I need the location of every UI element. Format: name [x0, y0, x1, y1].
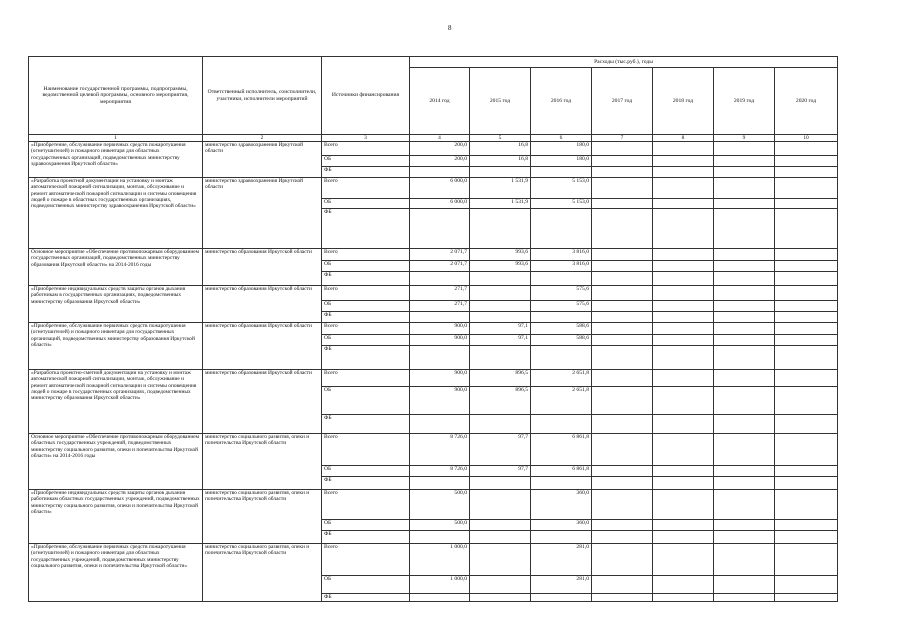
executor-name: министерство социального развития, опеки и попечительства Иркутской области	[203, 544, 322, 602]
expense-value	[653, 531, 714, 544]
measure-name: «Приобретение индивидуальных средств защиты органов дыхания работникам в государственных организациях, подведомственных министерству образования Иркутской области»	[29, 286, 203, 323]
expense-value: 271,7	[410, 301, 470, 312]
expense-value	[714, 323, 775, 335]
expense-value	[653, 178, 714, 199]
expense-value	[653, 156, 714, 167]
table-row	[29, 286, 838, 301]
expense-value: 97,7	[470, 466, 531, 477]
expense-value	[775, 335, 838, 346]
expense-value	[775, 272, 838, 286]
expense-value	[714, 261, 775, 272]
column-number: 5	[470, 135, 531, 142]
expense-value	[714, 286, 775, 301]
funding-source: Всего	[322, 249, 410, 261]
expense-value: 97,1	[470, 323, 531, 335]
expense-value	[775, 466, 838, 477]
funding-source: ОБ	[322, 520, 410, 531]
expense-value	[531, 477, 592, 490]
expense-value	[653, 312, 714, 323]
expense-value: 360,0	[531, 520, 592, 531]
expense-value	[470, 312, 531, 323]
expense-value	[653, 466, 714, 477]
table-body	[29, 142, 838, 602]
expense-value: 8 726,0	[410, 434, 470, 466]
expense-value: 993,6	[470, 261, 531, 272]
expense-value	[775, 520, 838, 531]
expense-value	[470, 544, 531, 576]
expense-value	[653, 199, 714, 209]
expense-value	[592, 434, 653, 466]
executor-name: министерство здравоохранения Иркутской области	[203, 142, 322, 178]
expense-value	[531, 167, 592, 178]
expense-value	[592, 249, 653, 261]
expense-value: 5 153,0	[531, 178, 592, 199]
expense-value	[775, 434, 838, 466]
table-row	[29, 142, 838, 156]
expense-value: 900,0	[410, 323, 470, 335]
expense-value	[653, 249, 714, 261]
expense-value	[592, 156, 653, 167]
expense-value	[714, 142, 775, 156]
funding-source: ФБ	[322, 209, 410, 249]
expense-value: 1 531,9	[470, 199, 531, 209]
expense-value	[410, 415, 470, 434]
expense-value	[470, 594, 531, 602]
column-number: 7	[592, 135, 653, 142]
funding-source: ФБ	[322, 594, 410, 602]
expense-value	[592, 199, 653, 209]
expense-value: 8 726,0	[410, 466, 470, 477]
table-row	[29, 323, 838, 335]
expense-value	[592, 415, 653, 434]
expense-value	[410, 594, 470, 602]
page-number: 8	[448, 24, 452, 32]
column-number-row	[29, 135, 838, 142]
expense-value	[714, 415, 775, 434]
funding-source: ФБ	[322, 415, 410, 434]
expense-value	[775, 531, 838, 544]
expense-value	[714, 477, 775, 490]
expense-value: 360,0	[531, 490, 592, 520]
expense-value	[714, 312, 775, 323]
expense-value	[653, 142, 714, 156]
expense-value	[653, 167, 714, 178]
measure-name: Основное мероприятие «Обеспечение противопожарным оборудованием государственных организаций, подведомственных министерству образования Иркутской области» на 2014-2016 годы	[29, 249, 203, 286]
expense-value	[410, 531, 470, 544]
expense-value	[775, 142, 838, 156]
funding-source: ОБ	[322, 387, 410, 415]
expense-value	[714, 272, 775, 286]
expense-value	[592, 286, 653, 301]
expense-value	[714, 594, 775, 602]
header-year: 2015 год	[470, 68, 531, 135]
expense-value	[714, 156, 775, 167]
executor-name: министерство образования Иркутской области	[203, 249, 322, 286]
expense-value	[470, 286, 531, 301]
expense-value: 500,0	[410, 520, 470, 531]
expense-value: 1 000,0	[410, 576, 470, 594]
measure-name: «Приобретение индивидуальных средств защиты органов дыхания работникам областных государственных учреждений, подведомственных министерству социального развития, опеки и попечительства Иркутской области»	[29, 490, 203, 544]
funding-source: Всего	[322, 142, 410, 156]
expense-value	[592, 323, 653, 335]
expense-value	[653, 286, 714, 301]
expense-value	[775, 286, 838, 301]
expense-value: 281,0	[531, 544, 592, 576]
expense-value: 900,0	[410, 387, 470, 415]
expense-value	[470, 490, 531, 520]
expense-value: 2 071,7	[410, 249, 470, 261]
expense-value	[653, 490, 714, 520]
expense-value: 271,7	[410, 286, 470, 301]
expense-value: 900,0	[410, 335, 470, 346]
expense-value: 180,0	[531, 142, 592, 156]
expense-value	[714, 466, 775, 477]
expense-value	[775, 544, 838, 576]
header-year: 2016 год	[531, 68, 592, 135]
expense-value	[653, 477, 714, 490]
expense-value	[714, 209, 775, 249]
expense-value	[653, 594, 714, 602]
expense-value: 896,5	[470, 387, 531, 415]
measure-name: «Приобретение, обслуживание первичных средств пожаротушения (огнетушителей) и пожарного инвентаря для государственных организаций, подведомственных министерству образования Иркутской области»	[29, 323, 203, 370]
expense-value	[653, 272, 714, 286]
measure-name: «Приобретение, обслуживание первичных средств пожаротушения (огнетушителей) и пожарного инвентаря для областных государственных организаций, подведомственных министерству здравоохранения Иркутской области»	[29, 142, 203, 178]
expense-value	[714, 167, 775, 178]
expense-value: 500,0	[410, 490, 470, 520]
funding-source: ОБ	[322, 199, 410, 209]
expense-value: 281,0	[531, 576, 592, 594]
expense-value	[714, 520, 775, 531]
expense-value	[592, 301, 653, 312]
expense-value	[470, 576, 531, 594]
expense-value	[714, 576, 775, 594]
funding-source: ОБ	[322, 156, 410, 167]
executor-name: министерство образования Иркутской области	[203, 323, 322, 370]
expense-value	[775, 370, 838, 387]
header-year: 2014 год	[410, 68, 470, 135]
expense-value	[410, 477, 470, 490]
header-name: Наименование государственной программы, подпрограммы, ведомственной целевой программы, основного мероприятия, мероприятия	[29, 57, 203, 135]
funding-source: ФБ	[322, 477, 410, 490]
column-number: 3	[322, 135, 410, 142]
expense-value	[653, 209, 714, 249]
expense-value	[714, 178, 775, 199]
header-year: 2020 год	[775, 68, 838, 135]
executor-name: министерство социального развития, опеки и попечительства Иркутской области	[203, 490, 322, 544]
expense-value	[653, 387, 714, 415]
measure-name: «Приобретение, обслуживание первичных средств пожаротушения (огнетушителей) и пожарного инвентаря для областных государственных учреждений, подведомственных министерству социального развития, опеки и попечительства Иркутской области»	[29, 544, 203, 602]
expense-value: 2 071,7	[410, 261, 470, 272]
expense-value	[714, 370, 775, 387]
expense-value	[592, 490, 653, 520]
expense-value	[775, 477, 838, 490]
column-number: 1	[29, 135, 203, 142]
measure-name: Основное мероприятие «Обеспечение противопожарным оборудованием областных государственных учреждений, подведомственных министерству социального развития, опеки и попечительства Иркутской области» на 2014-2016 годы	[29, 434, 203, 490]
expense-value	[592, 520, 653, 531]
funding-source: Всего	[322, 286, 410, 301]
table-header	[29, 57, 838, 142]
expense-value	[775, 312, 838, 323]
expense-value	[470, 477, 531, 490]
expense-value	[592, 178, 653, 199]
expense-value	[592, 370, 653, 387]
expense-value	[410, 346, 470, 370]
expense-value	[592, 272, 653, 286]
funding-source: Всего	[322, 178, 410, 199]
expense-value	[775, 594, 838, 602]
expense-value	[775, 346, 838, 370]
expense-value	[775, 576, 838, 594]
expense-value: 588,6	[531, 335, 592, 346]
expense-value: 2 651,8	[531, 370, 592, 387]
expense-value	[714, 531, 775, 544]
expense-value	[653, 323, 714, 335]
column-number: 8	[653, 135, 714, 142]
expense-value	[410, 272, 470, 286]
expense-value: 6 000,0	[410, 199, 470, 209]
column-number: 2	[203, 135, 322, 142]
program-expenses-table	[28, 56, 838, 602]
expense-value: 16,8	[470, 156, 531, 167]
expense-value	[531, 272, 592, 286]
expense-value	[592, 544, 653, 576]
funding-source: ОБ	[322, 335, 410, 346]
expense-value	[653, 335, 714, 346]
expense-value	[714, 434, 775, 466]
expense-value	[714, 301, 775, 312]
table-row	[29, 178, 838, 199]
expense-value: 588,6	[531, 323, 592, 335]
expense-value	[592, 335, 653, 346]
expense-value	[775, 178, 838, 199]
header-executor: Ответственный исполнитель, соисполнители, участники, исполнители мероприятий	[203, 57, 322, 135]
expense-value	[653, 544, 714, 576]
expense-value: 3 816,0	[531, 261, 592, 272]
header-year: 2017 год	[592, 68, 653, 135]
expense-value	[592, 531, 653, 544]
expense-value	[775, 301, 838, 312]
measure-name: «Разработка проектной документации на установку и монтаж автоматической пожарной сигнализации, монтаж, обслуживание и ремонт автоматической пожарной сигнализации и системы оповещения людей о пожаре в областных государственных организациях, подведомственных министерству здравоохранения Иркутской области»	[29, 178, 203, 249]
expense-value	[775, 415, 838, 434]
table-row	[29, 249, 838, 261]
expense-value	[775, 387, 838, 415]
table-row	[29, 490, 838, 520]
expense-value: 6 861,8	[531, 466, 592, 477]
expense-value: 6 000,0	[410, 178, 470, 199]
expense-value	[775, 209, 838, 249]
expense-value	[775, 156, 838, 167]
expense-value	[470, 209, 531, 249]
funding-source: ФБ	[322, 531, 410, 544]
header-year: 2019 год	[714, 68, 775, 135]
funding-source: ФБ	[322, 346, 410, 370]
expense-value: 97,1	[470, 335, 531, 346]
table-row	[29, 370, 838, 387]
expense-value: 575,6	[531, 286, 592, 301]
table-row	[29, 434, 838, 466]
column-number: 9	[714, 135, 775, 142]
expense-value	[714, 335, 775, 346]
expense-value	[410, 167, 470, 178]
expense-value	[653, 301, 714, 312]
expense-value	[653, 520, 714, 531]
expense-value	[653, 576, 714, 594]
expense-value	[470, 167, 531, 178]
expense-value	[470, 346, 531, 370]
expense-value	[592, 387, 653, 415]
expense-value	[592, 209, 653, 249]
column-number: 6	[531, 135, 592, 142]
expense-value	[470, 415, 531, 434]
expense-value	[653, 261, 714, 272]
expense-value	[592, 167, 653, 178]
expense-value: 5 153,0	[531, 199, 592, 209]
expense-value	[653, 346, 714, 370]
expense-value	[775, 323, 838, 335]
expense-value	[775, 167, 838, 178]
expense-value: 1 000,0	[410, 544, 470, 576]
expense-value	[714, 490, 775, 520]
header-year: 2018 год	[653, 68, 714, 135]
expense-value	[714, 199, 775, 209]
expense-value	[592, 576, 653, 594]
expense-value	[592, 594, 653, 602]
expense-value	[592, 346, 653, 370]
expense-value: 180,0	[531, 156, 592, 167]
expense-value	[592, 261, 653, 272]
header-expenses: Расходы (тыс.руб.), годы	[410, 57, 838, 68]
expense-value	[653, 434, 714, 466]
expense-value	[470, 520, 531, 531]
expense-value	[470, 531, 531, 544]
expense-value	[470, 272, 531, 286]
expense-value: 2 651,8	[531, 387, 592, 415]
expense-value	[592, 477, 653, 490]
executor-name: министерство здравоохранения Иркутской области	[203, 178, 322, 249]
expense-value: 896,5	[470, 370, 531, 387]
expense-value	[714, 249, 775, 261]
expense-value: 6 861,8	[531, 434, 592, 466]
funding-source: ОБ	[322, 466, 410, 477]
expense-value	[531, 346, 592, 370]
measure-name: «Разработка проектно-сметной документации на установку и монтаж автоматической пожарной сигнализации, монтаж, обслуживание и ремонт автоматической пожарной сигнализации и системы оповещения людей о пожаре в государственных организациях, подведомственных министерству образования Иркутской области»	[29, 370, 203, 434]
expense-value	[531, 594, 592, 602]
funding-source: ФБ	[322, 312, 410, 323]
funding-source: Всего	[322, 490, 410, 520]
expense-value	[775, 261, 838, 272]
expense-value: 97,7	[470, 434, 531, 466]
expense-value	[592, 312, 653, 323]
expense-value: 3 816,0	[531, 249, 592, 261]
funding-source: Всего	[322, 544, 410, 576]
expense-value	[653, 415, 714, 434]
expense-value	[410, 209, 470, 249]
expense-value: 900,0	[410, 370, 470, 387]
expense-value: 575,6	[531, 301, 592, 312]
funding-source: Всего	[322, 323, 410, 335]
expense-value	[470, 301, 531, 312]
expense-value	[531, 209, 592, 249]
expense-value	[592, 466, 653, 477]
table-row	[29, 544, 838, 576]
executor-name: министерство образования Иркутской области	[203, 286, 322, 323]
expense-value: 993,6	[470, 249, 531, 261]
expense-value	[775, 490, 838, 520]
expense-value	[653, 370, 714, 387]
expense-value	[775, 249, 838, 261]
expense-value	[531, 531, 592, 544]
funding-source: ОБ	[322, 261, 410, 272]
expense-value	[531, 312, 592, 323]
expense-value	[592, 142, 653, 156]
executor-name: министерство социального развития, опеки и попечительства Иркутской области	[203, 434, 322, 490]
column-number: 10	[775, 135, 838, 142]
executor-name: министерство образования Иркутской области	[203, 370, 322, 434]
funding-source: ФБ	[322, 167, 410, 178]
funding-source: Всего	[322, 434, 410, 466]
expense-value: 200,0	[410, 142, 470, 156]
funding-source: ОБ	[322, 301, 410, 312]
expense-value: 200,0	[410, 156, 470, 167]
expense-value	[714, 387, 775, 415]
expense-value	[531, 415, 592, 434]
header-funding-source: Источники финансирования	[322, 57, 410, 135]
column-number: 4	[410, 135, 470, 142]
expense-value	[775, 199, 838, 209]
expense-value: 1 531,9	[470, 178, 531, 199]
expense-value	[410, 312, 470, 323]
funding-source: Всего	[322, 370, 410, 387]
funding-source: ОБ	[322, 576, 410, 594]
expense-value	[714, 346, 775, 370]
funding-source: ФБ	[322, 272, 410, 286]
expense-value	[714, 544, 775, 576]
expense-value: 16,8	[470, 142, 531, 156]
